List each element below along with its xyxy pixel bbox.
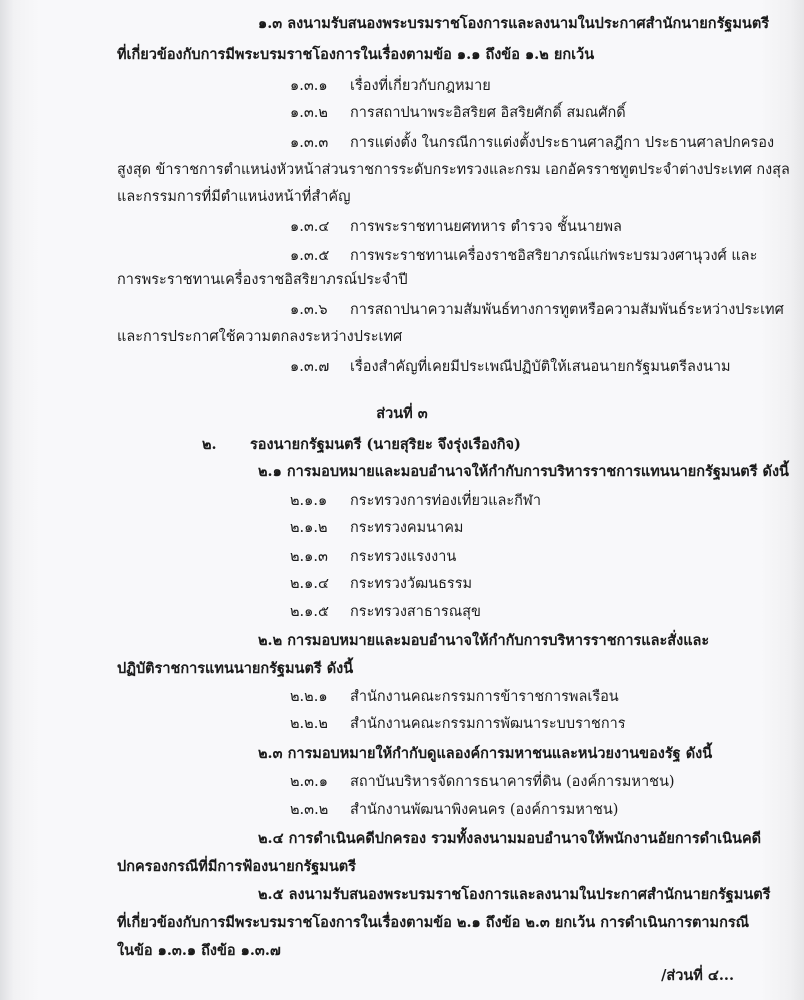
item-number: ๒.๓.๒	[290, 802, 329, 818]
paragraph-2-5-line-3: ในข้อ ๑.๓.๑ ถึงข้อ ๑.๓.๗	[117, 942, 281, 959]
item-number: ๒.๑.๕	[290, 604, 329, 620]
item-text: เรื่องที่เกี่ยวกับกฎหมาย	[350, 78, 491, 94]
item-number: ๒.๓.๑	[290, 774, 328, 790]
deputy-pm-heading: รองนายกรัฐมนตรี (นายสุริยะ จึงรุ่งเรืองกิจ)	[250, 436, 521, 453]
item-text: การพระราชทานยศทหาร ตำรวจ ชั้นนายพล	[350, 219, 622, 235]
item-text: สำนักงานคณะกรรมการพัฒนาระบบราชการ	[350, 716, 626, 732]
item-text: สถาบันบริหารจัดการธนาคารที่ดิน (องค์การมหาชน)	[350, 774, 675, 790]
item-number: ๑.๓.๗	[290, 359, 330, 375]
item-number: ๑.๓.๖	[290, 302, 328, 318]
continuation-note: /ส่วนที่ ๔...	[661, 967, 734, 984]
item-text-continued: การพระราชทานเครื่องราชอิสริยาภรณ์ประจำปี	[117, 272, 408, 288]
item-text-continued: สูงสุด ข้าราชการตำแหน่งหัวหน้าส่วนราชการระดับกระทรวงและกรม เอกอัครราชทูตประจำต่างประเทศ กงสุล	[117, 162, 790, 178]
item-text: การสถาปนาพระอิสริยศ อิสริยศักดิ์ สมณศักดิ์	[350, 105, 626, 121]
paragraph-2-2-line-1: ๒.๒ การมอบหมายและมอบอำนาจให้กำกับการบริหารราชการและสั่งและ	[258, 632, 710, 649]
item-number: ๒.๑.๓	[290, 549, 328, 565]
item-number: ๒.๒.๒	[290, 716, 328, 732]
paragraph-2-4-line-2: ปกครองกรณีที่มีการฟ้องนายกรัฐมนตรี	[117, 858, 356, 875]
item-number: ๒.๒.๑	[290, 689, 328, 705]
paragraph-1-3-line-1: ๑.๓ ลงนามรับสนองพระบรมราชโองการและลงนามในประกาศสำนักนายกรัฐมนตรี	[258, 15, 770, 32]
item-text: กระทรวงการท่องเที่ยวและกีฬา	[350, 493, 541, 509]
paragraph-2-5-line-1: ๒.๕ ลงนามรับสนองพระบรมราชโองการและลงนามในประกาศสำนักนายกรัฐมนตรี	[258, 886, 771, 903]
paragraph-2-1: ๒.๑ การมอบหมายและมอบอำนาจให้กำกับการบริหารราชการแทนนายกรัฐมนตรี ดังนี้	[258, 463, 789, 480]
item-number: ๒.๑.๒	[290, 520, 328, 536]
item-number: ๒.๑.๑	[290, 493, 328, 509]
item-number: ๑.๓.๔	[290, 219, 330, 235]
item-number: ๑.๓.๕	[290, 248, 330, 264]
item-number: ๑.๓.๒	[290, 105, 328, 121]
item-text: การพระราชทานเครื่องราชอิสริยาภรณ์แก่พระบรมวงศานุวงศ์ และ	[350, 248, 758, 264]
item-number: ๒.๑.๔	[290, 576, 329, 592]
section-heading: ส่วนที่ ๓	[376, 405, 428, 422]
paragraph-2-3: ๒.๓ การมอบหมายให้กำกับดูแลองค์การมหาชนและหน่วยงานของรัฐ ดังนี้	[258, 745, 713, 762]
item-number: ๑.๓.๑	[290, 78, 328, 94]
item-text-continued: และกรรมการที่มีตำแหน่งหน้าที่สำคัญ	[117, 189, 351, 205]
item-text: กระทรวงสาธารณสุข	[350, 604, 481, 620]
paragraph-2-4-line-1: ๒.๔ การดำเนินคดีปกครอง รวมทั้งลงนามมอบอำนาจให้พนักงานอัยการดำเนินคดี	[258, 830, 762, 847]
item-text: การสถาปนาความสัมพันธ์ทางการทูตหรือความสัมพันธ์ระหว่างประเทศ	[350, 302, 784, 318]
item-text: กระทรวงแรงงาน	[350, 549, 457, 565]
item-text: สำนักงานพัฒนาพิงคนคร (องค์การมหาชน)	[350, 802, 619, 818]
item-text: การแต่งตั้ง ในกรณีการแต่งตั้งประธานศาลฎีกา ประธานศาลปกครอง	[350, 135, 775, 151]
item-text: กระทรวงคมนาคม	[350, 520, 464, 536]
paragraph-2-5-line-2: ที่เกี่ยวข้องกับการมีพระบรมราชโองการในเรื่องตามข้อ ๒.๑ ถึงข้อ ๒.๓ ยกเว้น การดำเนินการตามกรณี	[117, 914, 750, 931]
item-text-continued: และการประกาศใช้ความตกลงระหว่างประเทศ	[117, 329, 403, 345]
paragraph-2-2-line-2: ปฏิบัติราชการแทนนายกรัฐมนตรี ดังนี้	[117, 660, 354, 677]
paragraph-1-3-line-2: ที่เกี่ยวข้องกับการมีพระบรมราชโองการในเรื่องตามข้อ ๑.๑ ถึงข้อ ๑.๒ ยกเว้น	[117, 46, 595, 63]
item-text: เรื่องสำคัญที่เคยมีประเพณีปฏิบัติให้เสนอนายกรัฐมนตรีลงนาม	[350, 359, 731, 375]
section-number: ๒.	[202, 436, 217, 453]
item-text: สำนักงานคณะกรรมการข้าราชการพลเรือน	[350, 689, 619, 705]
item-text: กระทรวงวัฒนธรรม	[350, 576, 473, 592]
item-number: ๑.๓.๓	[290, 135, 329, 151]
